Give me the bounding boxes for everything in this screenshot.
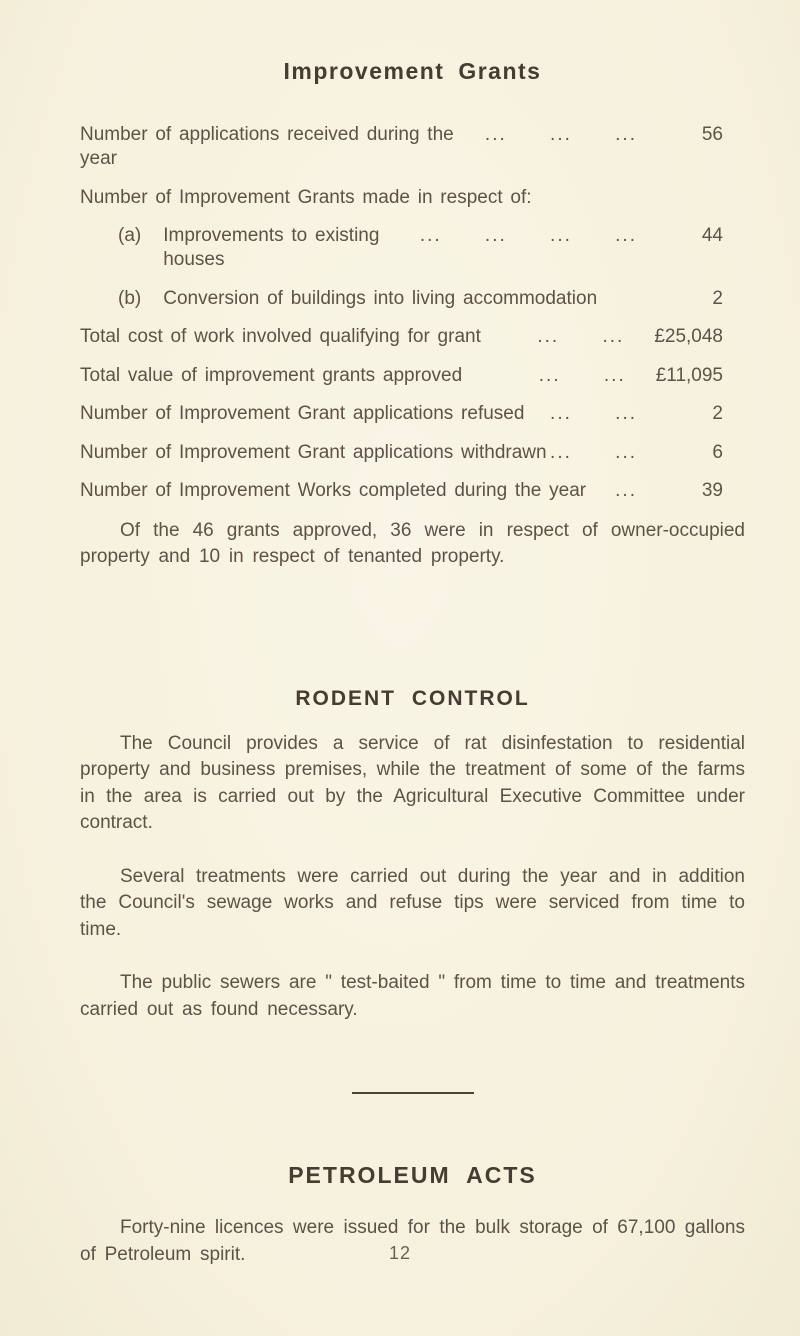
stat-value: 6 — [712, 441, 723, 463]
leader-dots: ... — [615, 480, 637, 501]
petroleum-paragraph: Forty-nine licences were issued for the bulk storage of 67,100 gallons of Petroleum spirit. — [80, 1217, 745, 1265]
stat-label: Number of Improvement Works completed during the year — [80, 480, 587, 501]
page-number: 12 — [388, 1243, 412, 1263]
section-divider-rule — [352, 1092, 474, 1094]
leader-dots: ... ... — [537, 326, 625, 347]
stat-value: £11,095 — [655, 364, 723, 386]
stat-row — [80, 402, 745, 426]
leader-dots: ... ... — [550, 403, 637, 424]
stat-label: Total cost of work involved qualifying for grant — [80, 326, 481, 347]
stat-row — [80, 364, 745, 388]
stat-value: 39 — [701, 480, 723, 501]
section-heading-rodent-control: RODENT CONTROL — [295, 686, 530, 710]
leader-dots: ... ... — [550, 441, 637, 463]
stat-row — [80, 479, 745, 503]
improvement-grants-stats — [80, 123, 745, 503]
stat-label: Conversion of buildings into living accommodation — [163, 287, 598, 309]
stat-label: Number of Improvement Grant applications refused — [80, 403, 525, 424]
stat-value: 56 — [701, 124, 723, 145]
stat-row — [80, 224, 745, 272]
leader-dots: ... ... ... ... — [419, 225, 637, 246]
stat-value: 2 — [712, 403, 723, 424]
list-marker: (b) — [118, 287, 142, 309]
leader-dots: ... ... — [538, 364, 626, 386]
stat-label: Number of Improvement Grants made in respect of: — [80, 186, 532, 208]
stat-row — [80, 287, 745, 311]
stat-value: £25,048 — [654, 326, 723, 347]
section-heading-petroleum-acts: PETROLEUM ACTS — [288, 1162, 537, 1188]
stat-row — [80, 325, 745, 349]
rodent-paragraph-2: Several treatments were carried out during the year and in addition the Council's sewage works and refuse tips were serviced from time to time. — [80, 865, 745, 940]
stat-label: Total value of improvement grants approved — [80, 364, 463, 386]
stat-label: Improvements to existing houses — [163, 225, 380, 270]
rodent-paragraph-1: The Council provides a service of rat disinfestation to residential property and business premises, while the treatment of some of the farms in the area is carried out by the Agricultural Executive Committee under contract. — [80, 732, 745, 833]
list-marker: (a) — [118, 225, 142, 246]
leader-dots: ... ... ... — [484, 124, 637, 145]
page-title: Improvement Grants — [283, 58, 542, 84]
page-content — [80, 0, 745, 1268]
stat-label: Number of Improvement Grant applications withdrawn — [80, 441, 547, 463]
stat-row — [80, 186, 745, 210]
stat-label: Number of applications received during the year — [80, 124, 454, 169]
rodent-paragraph-3: The public sewers are " test-baited " from time to time and treatments carried out as found necessary. — [80, 972, 745, 1020]
stat-row — [80, 441, 745, 465]
stat-value: 2 — [712, 287, 723, 309]
stat-value: 44 — [701, 225, 723, 246]
grants-note-paragraph: Of the 46 grants approved, 36 were in respect of owner-occupied property and 10 in respect of tenanted property. — [80, 519, 745, 567]
stat-row — [80, 123, 745, 171]
